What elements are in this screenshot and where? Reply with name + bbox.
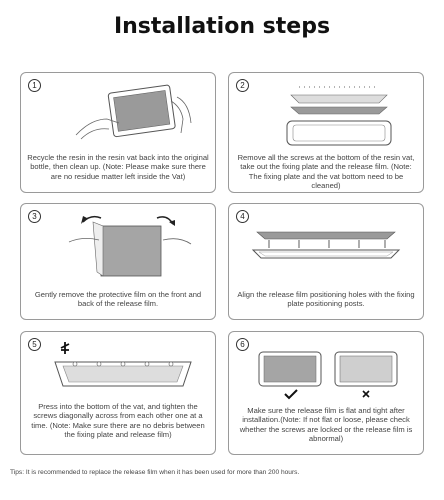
step-3-caption: Gently remove the protective film on the front and back of the release film.	[34, 290, 202, 309]
peel-film-illustration	[21, 212, 217, 280]
step-1-caption: Recycle the resin in the resin vat back into the original bottle, then clean up. (Note: Please make sure there are no residue matter left inside the Vat)	[27, 153, 209, 181]
step-4-card	[228, 203, 424, 320]
tips-text: Tips: It is recommended to replace the release film when it has been used for more than 200 hours.	[10, 469, 300, 476]
step-3-card	[20, 203, 216, 320]
step-6-card	[228, 331, 424, 455]
step-1-card	[20, 72, 216, 193]
step-4-caption: Align the release film positioning holes with the fixing plate positioning posts.	[237, 290, 415, 309]
step-5-caption: Press into the bottom of the vat, and tighten the screws diagonally across from each other one at a time. (Note: Make sure there are no debris between the fixing plate and release film)	[31, 402, 205, 439]
step-number: 6	[236, 338, 249, 351]
step-2-card	[228, 72, 424, 193]
check-mark-icon	[285, 390, 297, 398]
step-number: 4	[236, 210, 249, 223]
step-number: 3	[28, 210, 41, 223]
flat-film-comparison-illustration	[229, 340, 425, 408]
screw-tighten-illustration	[21, 340, 217, 408]
step-6-caption: Make sure the release film is flat and tight after installation.(Note: If not flat or loose, please check whether the screws are locked or the release film is abnormal)	[239, 406, 413, 443]
disassembly-illustration	[229, 83, 425, 151]
step-2-caption: Remove all the screws at the bottom of the resin vat, take out the fixing plate and the release film. (Note: The fixing plate and the vat bottom need to be cleaned)	[237, 153, 415, 190]
cross-mark-icon	[363, 391, 369, 397]
vat-pouring-illustration	[21, 83, 217, 151]
step-5-card	[20, 331, 216, 455]
align-film-illustration	[229, 212, 425, 280]
page-title: Installation steps	[113, 14, 331, 39]
step-number: 5	[28, 338, 41, 351]
step-number: 2	[236, 79, 249, 92]
step-number: 1	[28, 79, 41, 92]
